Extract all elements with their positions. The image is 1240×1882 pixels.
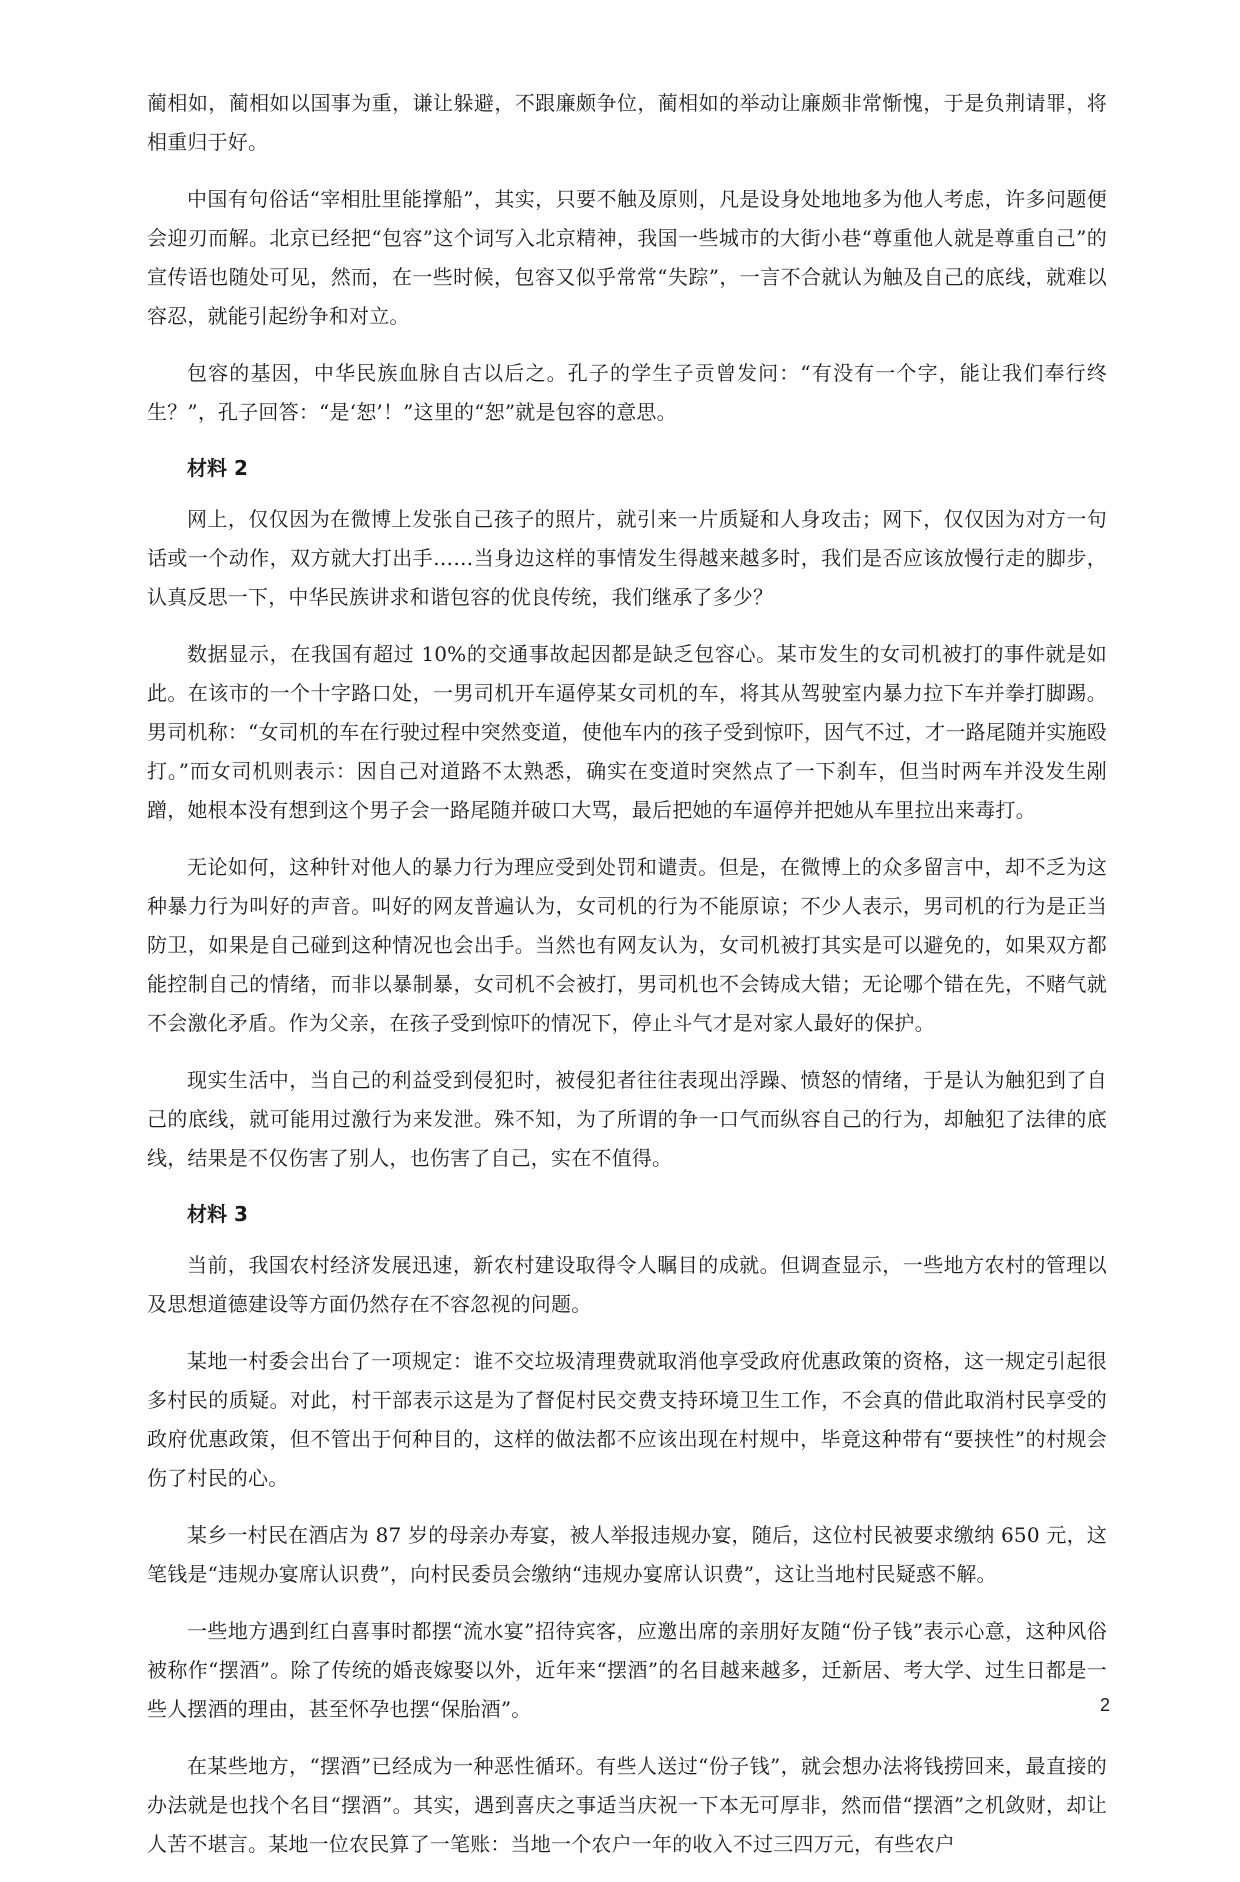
paragraph: 某地一村委会出台了一项规定：谁不交垃圾清理费就取消他享受政府优惠政策的资格，这一规定引起很多村民的质疑。对此，村干部表示这是为了督促村民交费支持环境卫生工作，不会真的借此取消村民享受的政府优惠政策，但不管出于何种目的，这样的做法都不应该出现在村规中，毕竟这种带有“要挟性”的村规会伤了村民的心。 [147, 1349, 1107, 1490]
paragraph: 数据显示，在我国有超过 10%的交通事故起因都是缺乏包容心。某市发生的女司机被打的事件就是如此。在该市的一个十字路口处，一男司机开车逼停某女司机的车，将其从驾驶室内暴力拉下车并拳打脚踢。男司机称：“女司机的车在行驶过程中突然变道，使他车内的孩子受到惊吓，因气不过，才一路尾随并实施殴打。”而女司机则表示：因自己对道路不太熟悉，确实在变道时突然点了一下刹车，但当时两车并没发生剐蹭，她根本没有想到这个男子会一路尾随并破口大骂，最后把她的车逼停并把她从车里拉出来毒打。 [147, 642, 1107, 822]
document-body [147, 84, 1107, 1882]
paragraph: 现实生活中，当自己的利益受到侵犯时，被侵犯者往往表现出浮躁、愤怒的情绪，于是认为触犯到了自己的底线，就可能用过激行为来发泄。殊不知，为了所谓的争一口气而纵容自己的行为，却触犯了法律的底线，结果是不仅伤害了别人，也伤害了自己，实在不值得。 [147, 1068, 1107, 1170]
paragraph: 包容的基因，中华民族血脉自古以后之。孔子的学生子贡曾发问：“有没有一个字，能让我们奉行终生？”，孔子回答：“是‘恕’！”这里的“恕”就是包容的意思。 [147, 361, 1107, 424]
paragraph: 当前，我国农村经济发展迅速，新农村建设取得令人瞩目的成就。但调查显示，一些地方农村的管理以及思想道德建设等方面仍然存在不容忽视的问题。 [147, 1253, 1107, 1316]
paragraph: 中国有句俗话“宰相肚里能撑船”，其实，只要不触及原则，凡是设身处地地多为他人考虑，许多问题便会迎刃而解。北京已经把“包容”这个词写入北京精神，我国一些城市的大街小巷“尊重他人就是尊重自己”的宣传语也随处可见，然而，在一些时候，包容又似乎常常“失踪”，一言不合就认为触及自己的底线，就难以容忍，就能引起纷争和对立。 [147, 187, 1107, 328]
section-heading-material-3: 材料 3 [187, 1202, 248, 1226]
paragraph: 某乡一村民在酒店为 87 岁的母亲办寿宴，被人举报违规办宴，随后，这位村民被要求缴纳 650 元，这笔钱是“违规办宴席认识费”，向村民委员会缴纳“违规办宴席认识费”，这让当地村民疑惑不解。 [147, 1523, 1107, 1586]
paragraph: 无论如何，这种针对他人的暴力行为理应受到处罚和谴责。但是，在微博上的众多留言中，却不乏为这种暴力行为叫好的声音。叫好的网友普遍认为，女司机的行为不能原谅；不少人表示，男司机的行为是正当防卫，如果是自己碰到这种情况也会出手。当然也有网友认为，女司机被打其实是可以避免的，如果双方都能控制自己的情绪，而非以暴制暴，女司机不会被打，男司机也不会铸成大错；无论哪个错在先，不赌气就不会激化矛盾。作为父亲，在孩子受到惊吓的情况下，停止斗气才是对家人最好的保护。 [147, 855, 1107, 1035]
paragraph: 一些地方遇到红白喜事时都摆“流水宴”招待宾客，应邀出席的亲朋好友随“份子钱”表示心意，这种风俗被称作“摆酒”。除了传统的婚丧嫁娶以外，近年来“摆酒”的名目越来越多，迁新居、考大学、过生日都是一些人摆酒的理由，甚至怀孕也摆“保胎酒”。 [147, 1619, 1107, 1721]
paragraph: 在某些地方，“摆酒”已经成为一种恶性循环。有些人送过“份子钱”，就会想办法将钱捞回来，最直接的办法就是也找个名目“摆酒”。其实，遇到喜庆之事适当庆祝一下本无可厚非，然而借“摆酒”之机敛财，却让人苦不堪言。某地一位农民算了一笔账：当地一个农户一年的收入不过三四万元，有些农户 [147, 1754, 1107, 1856]
paragraph: 网上，仅仅因为在微博上发张自己孩子的照片，就引来一片质疑和人身攻击；网下，仅仅因为对方一句话或一个动作，双方就大打出手……当身边这样的事情发生得越来越多时，我们是否应该放慢行走的脚步，认真反思一下，中华民族讲求和谐包容的优良传统，我们继承了多少？ [147, 507, 1107, 609]
section-heading-material-2: 材料 2 [187, 456, 248, 480]
page-number: 2 [1099, 1695, 1110, 1715]
paragraph: 蔺相如，蔺相如以国事为重，谦让躲避，不跟廉颇争位，蔺相如的举动让廉颇非常惭愧，于是负荆请罪，将相重归于好。 [147, 91, 1107, 154]
